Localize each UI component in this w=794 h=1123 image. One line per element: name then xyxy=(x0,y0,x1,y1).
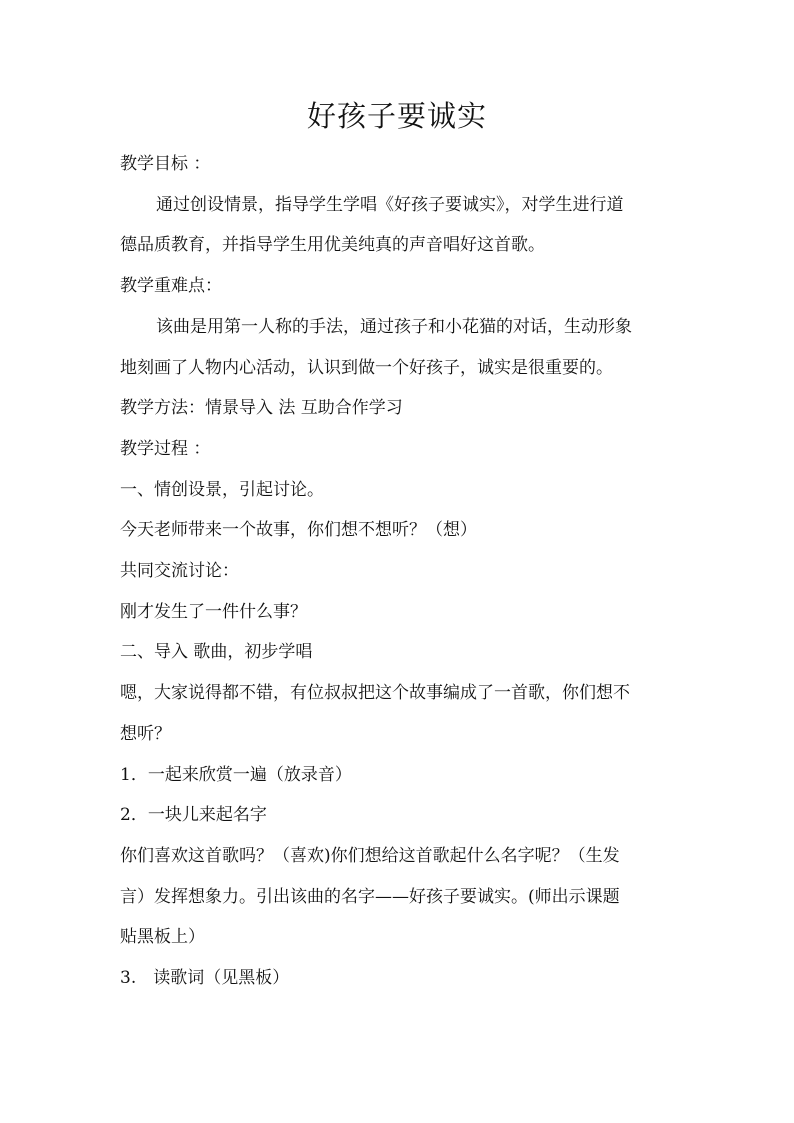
document-body xyxy=(120,144,678,999)
document-title: 好孩子要诚实 xyxy=(306,99,487,133)
paragraph-line: 今天老师带来一个故事，你们想不想听？（想） xyxy=(120,520,477,541)
paragraph-line: 你们喜欢这首歌吗？（喜欢)你们想给这首歌起什么名字呢？（生发 xyxy=(120,845,620,866)
heading-teaching-process: 教学过程 ： xyxy=(120,438,211,459)
step-three-line: 3. 读歌词（见黑板） xyxy=(120,968,290,989)
paragraph-line: 刚才发生了一件什么事？ xyxy=(120,601,307,622)
paragraph-line: 贴黑板上） xyxy=(120,927,205,948)
paragraph-line: 言）发挥想象力。引出该曲的名字——好孩子要诚实。(师出示课题 xyxy=(120,886,620,907)
step-two-line: 2．一块儿来起名字 xyxy=(120,805,267,826)
heading-key-points: 教学重难点： xyxy=(120,276,222,297)
paragraph-line: 嗯，大家说得都不错，有位叔叔把这个故事编成了一首歌，你们想不 xyxy=(120,683,630,704)
section-two-heading: 二、导入 歌曲，初步学唱 xyxy=(120,642,313,663)
paragraph-line: 想听？ xyxy=(120,723,171,744)
paragraph-line: 通过创设情景，指导学生学唱《好孩子要诚实》，对学生进行道 xyxy=(156,194,624,215)
paragraph-line: 该曲是用第一人称的手法，通过孩子和小花猫的对话，生动形象 xyxy=(156,316,632,337)
step-one-line: 1．一起来欣赏一遍（放录音） xyxy=(120,764,352,785)
paragraph-line: 共同交流讨论： xyxy=(120,561,239,582)
teaching-methods-line: 教学方法：情景导入 法 互助合作学习 xyxy=(120,398,403,419)
section-one-heading: 一、情创设景，引起讨论。 xyxy=(120,479,324,500)
heading-teaching-goals: 教学目标 ： xyxy=(120,154,211,174)
paragraph-line: 德品质教育，并指导学生用优美纯真的声音唱好这首歌。 xyxy=(120,235,545,256)
paragraph-line: 地刻画了人物内心活动，认识到做一个好孩子，诚实是很重要的。 xyxy=(120,357,613,378)
